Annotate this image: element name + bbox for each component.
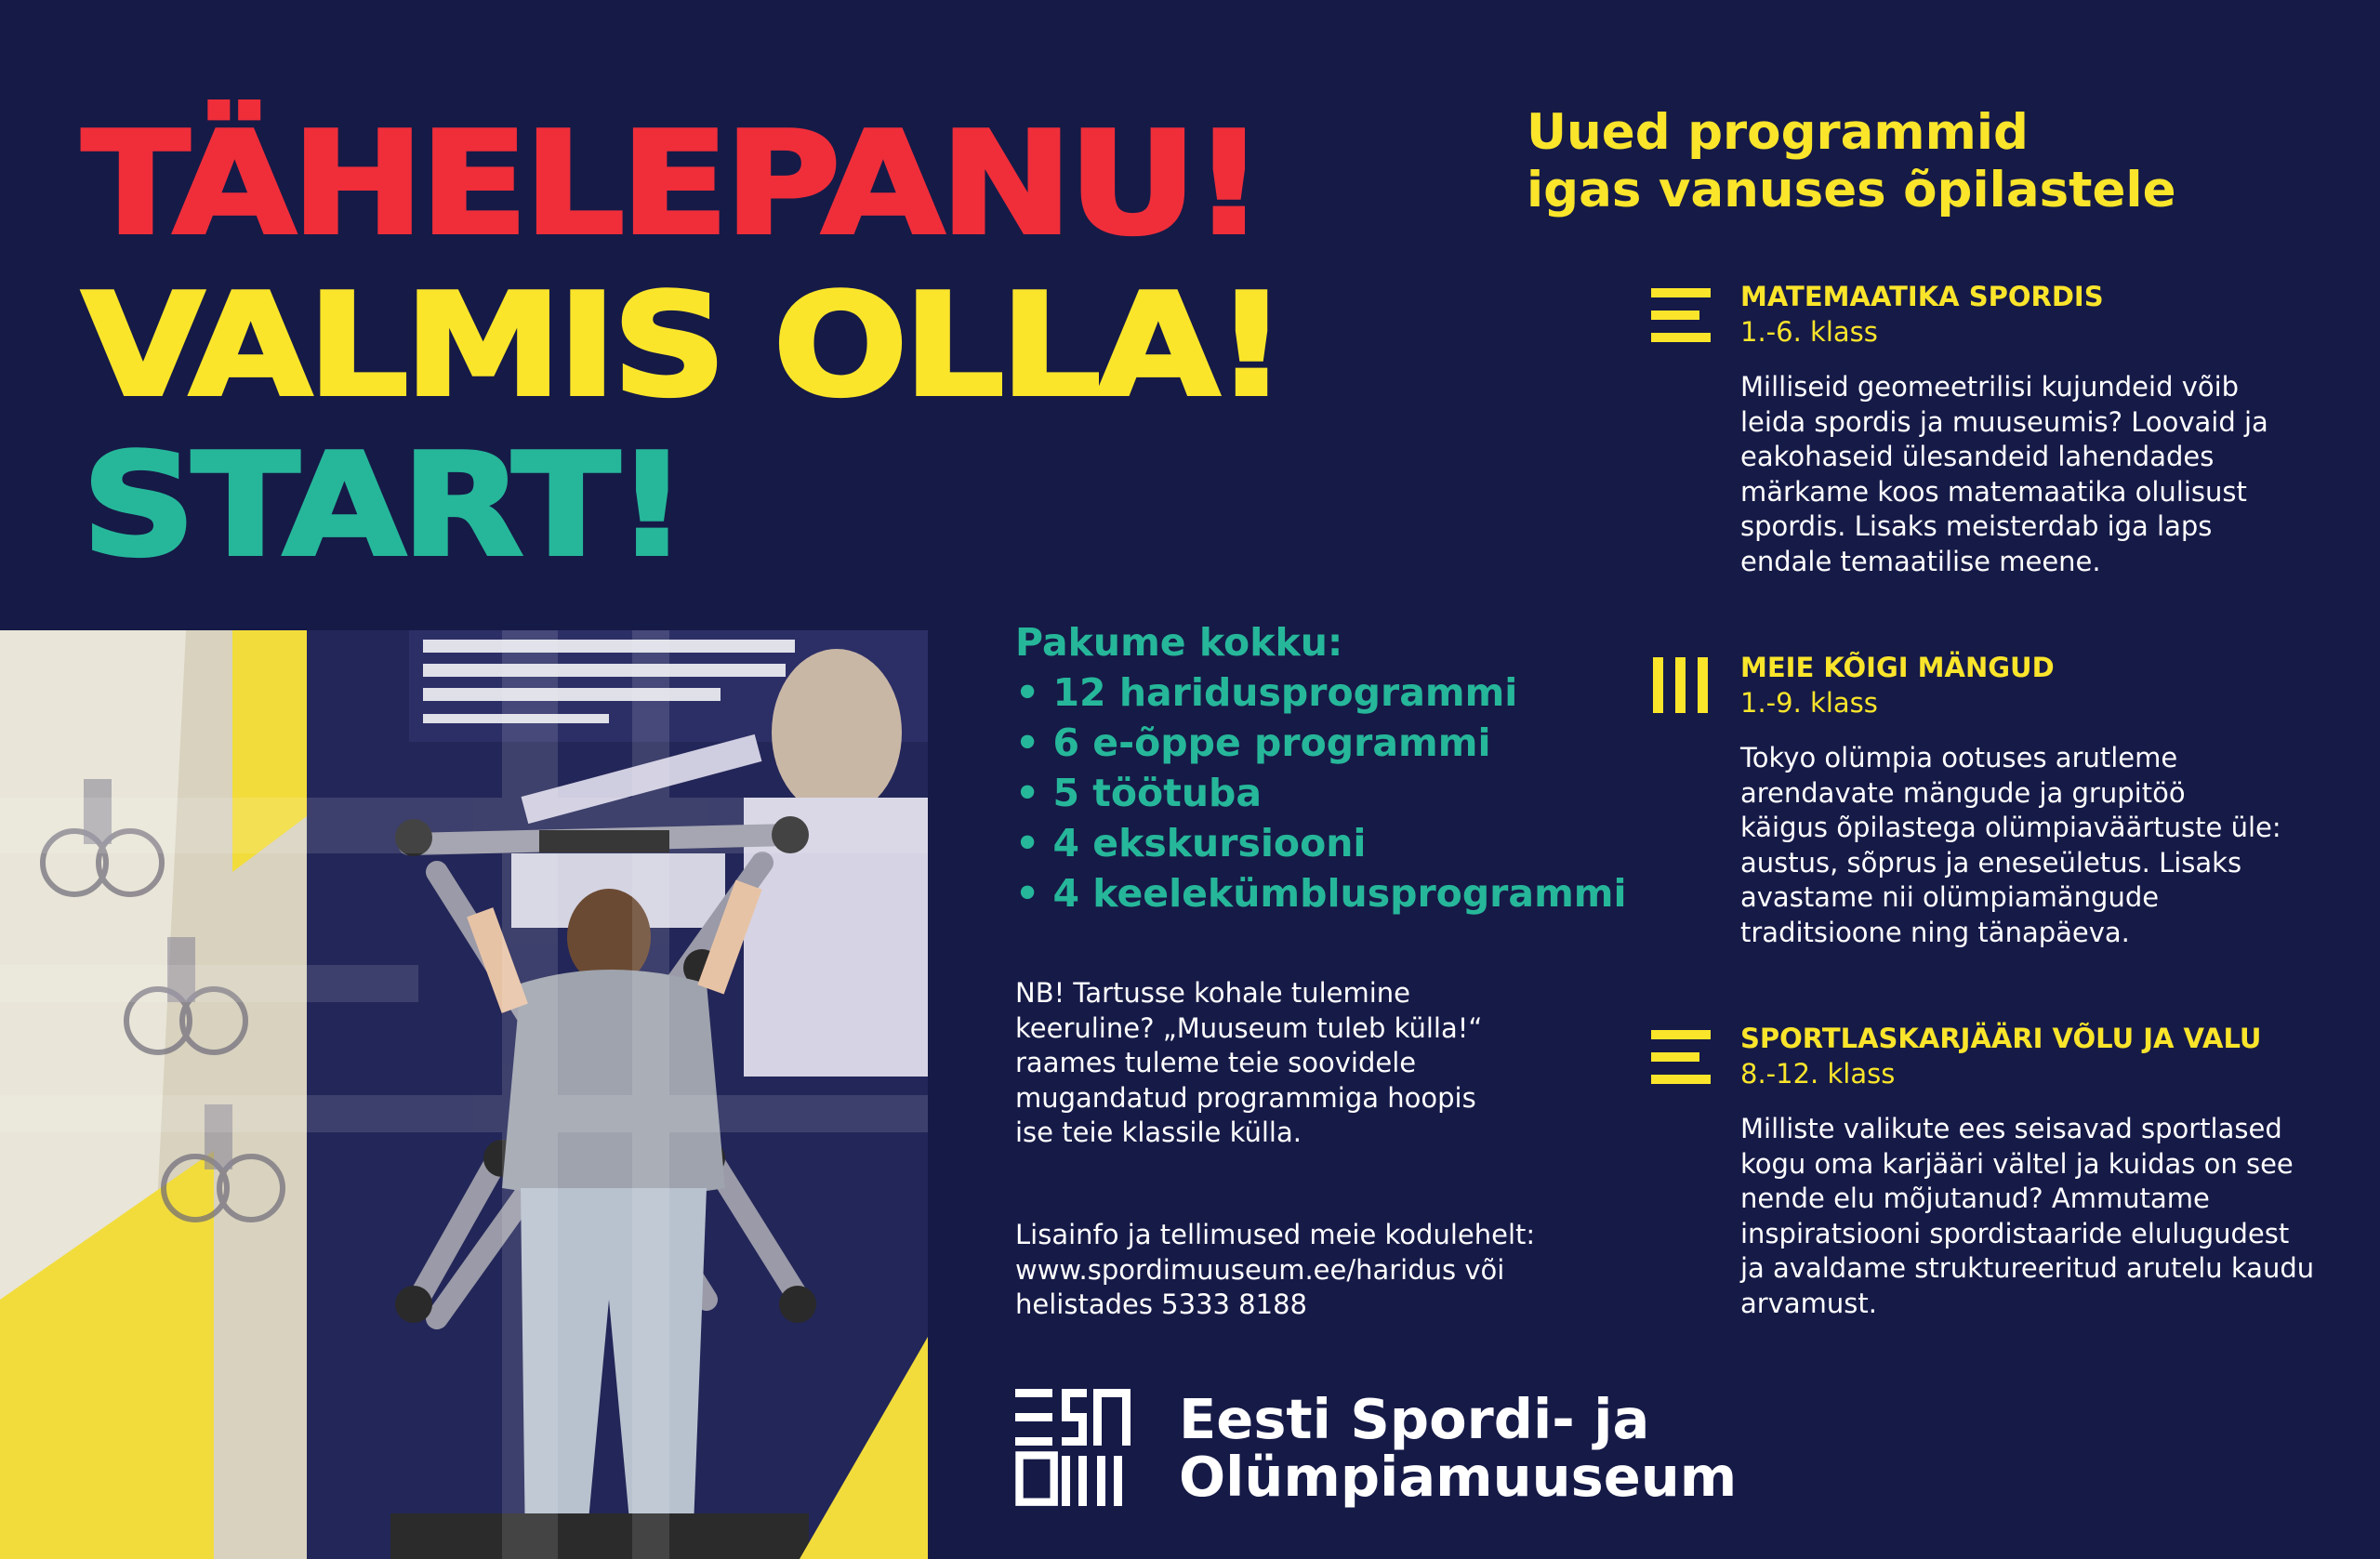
program-sportlaskarjaar <box>1740 1021 2314 1321</box>
offer-item: • 6 e-õppe programmi <box>1015 718 1627 768</box>
program-grade: 1.-9. klass <box>1740 687 1878 719</box>
program-title: SPORTLASKARJÄÄRI VÕLU JA VALU <box>1740 1023 2262 1054</box>
tagline-line-1: Uued programmid <box>1527 104 2029 161</box>
nb-line: ise teie klassile külla. <box>1015 1116 1302 1148</box>
program-description-line: eakohaseid ülesandeid lahendades <box>1740 441 2215 472</box>
info-website-link[interactable]: www.spordimuuseum.ee/haridus või <box>1015 1253 1505 1286</box>
program-description-line: spordis. Lisaks meisterdab iga laps <box>1740 510 2213 542</box>
program-matemaatika <box>1740 279 2268 579</box>
nb-line: NB! Tartusse kohale tulemine <box>1015 977 1411 1009</box>
program-description-line: austus, sõprus ja eneseületus. Lisaks <box>1740 846 2242 879</box>
three-bars-icon <box>1651 1030 1711 1086</box>
exhibit-photo <box>0 630 928 1559</box>
offer-title: Pakume kokku: <box>1015 620 1343 665</box>
program-description <box>1740 370 2268 579</box>
nb-line: mugandatud programmiga hoopis <box>1015 1081 1476 1114</box>
nb-paragraph <box>1015 976 1482 1151</box>
exhibit-photo-illustration <box>0 630 928 1559</box>
three-bars-icon <box>1651 288 1711 344</box>
offer-item: • 12 haridusprogrammi <box>1015 667 1627 718</box>
program-meie-koigi-mangud <box>1740 650 2281 950</box>
program-description <box>1740 1112 2314 1321</box>
program-grade: 8.-12. klass <box>1740 1058 1896 1090</box>
program-description-line: Milliste valikute ees seisavad sportlased <box>1740 1113 2282 1144</box>
program-description-line: avastame nii olümpiamängude <box>1740 881 2160 913</box>
info-paragraph <box>1015 1218 1535 1323</box>
program-description-line: nende elu mõjutanud? Ammutame <box>1740 1182 2210 1214</box>
program-description-line: arvamust. <box>1740 1287 1877 1319</box>
three-vertical-bars-icon <box>1651 657 1711 713</box>
museum-logo-icon <box>1015 1389 1130 1506</box>
offer-item: • 4 keelekümblusprogrammi <box>1015 868 1627 918</box>
program-title: MEIE KÕIGI MÄNGUD <box>1740 652 2055 683</box>
program-description-line: endale temaatilise meene. <box>1740 545 2101 577</box>
nb-line: keeruline? „Muuseum tuleb külla!“ <box>1015 1011 1483 1044</box>
program-description-line: märkame koos matemaatika olulisust <box>1740 475 2247 508</box>
offer-item: • 5 töötuba <box>1015 768 1627 818</box>
program-description <box>1740 741 2281 950</box>
program-description-line: kogu oma karjääri vältel ja kuidas on see <box>1740 1147 2294 1180</box>
museum-name-line-2: Olümpiamuuseum <box>1179 1445 1738 1509</box>
headline-line-3: START! <box>82 423 684 588</box>
program-description-line: traditsioone ning tänapäeva. <box>1740 916 2130 948</box>
offer-section <box>1015 617 1627 918</box>
program-grade: 1.-6. klass <box>1740 316 1878 348</box>
program-title: MATEMAATIKA SPORDIS <box>1740 281 2104 312</box>
program-description-line: inspiratsiooni spordistaaride elulugudest <box>1740 1217 2290 1249</box>
offer-item: • 4 ekskursiooni <box>1015 818 1627 868</box>
tagline-line-2: igas vanuses õpilastele <box>1527 162 2176 218</box>
museum-name-line-1: Eesti Spordi- ja <box>1179 1387 1650 1451</box>
program-description-line: leida spordis ja muuseumis? Loovaid ja <box>1740 405 2268 438</box>
program-description-line: ja avaldame struktureeritud arutelu kaudu <box>1740 1252 2315 1284</box>
museum-name <box>1179 1387 1738 1509</box>
headline-line-1: TÄHELEPANU! <box>82 101 1262 266</box>
tagline <box>1527 104 2176 219</box>
headline-line-2: VALMIS OLLA! <box>82 263 1284 428</box>
program-description-line: arendavate mängude ja grupitöö <box>1740 776 2186 809</box>
program-description-line: Tokyo olümpia ootuses arutleme <box>1740 742 2178 773</box>
offer-list <box>1015 667 1627 918</box>
program-description-line: käigus õpilastega olümpiaväärtuste üle: <box>1740 812 2281 843</box>
info-phone: helistades 5333 8188 <box>1015 1288 1307 1320</box>
nb-line: raames tuleme teie soovidele <box>1015 1047 1417 1078</box>
info-line: Lisainfo ja tellimused meie kodulehelt: <box>1015 1219 1536 1250</box>
program-description-line: Milliseid geomeetrilisi kujundeid võib <box>1740 371 2240 403</box>
